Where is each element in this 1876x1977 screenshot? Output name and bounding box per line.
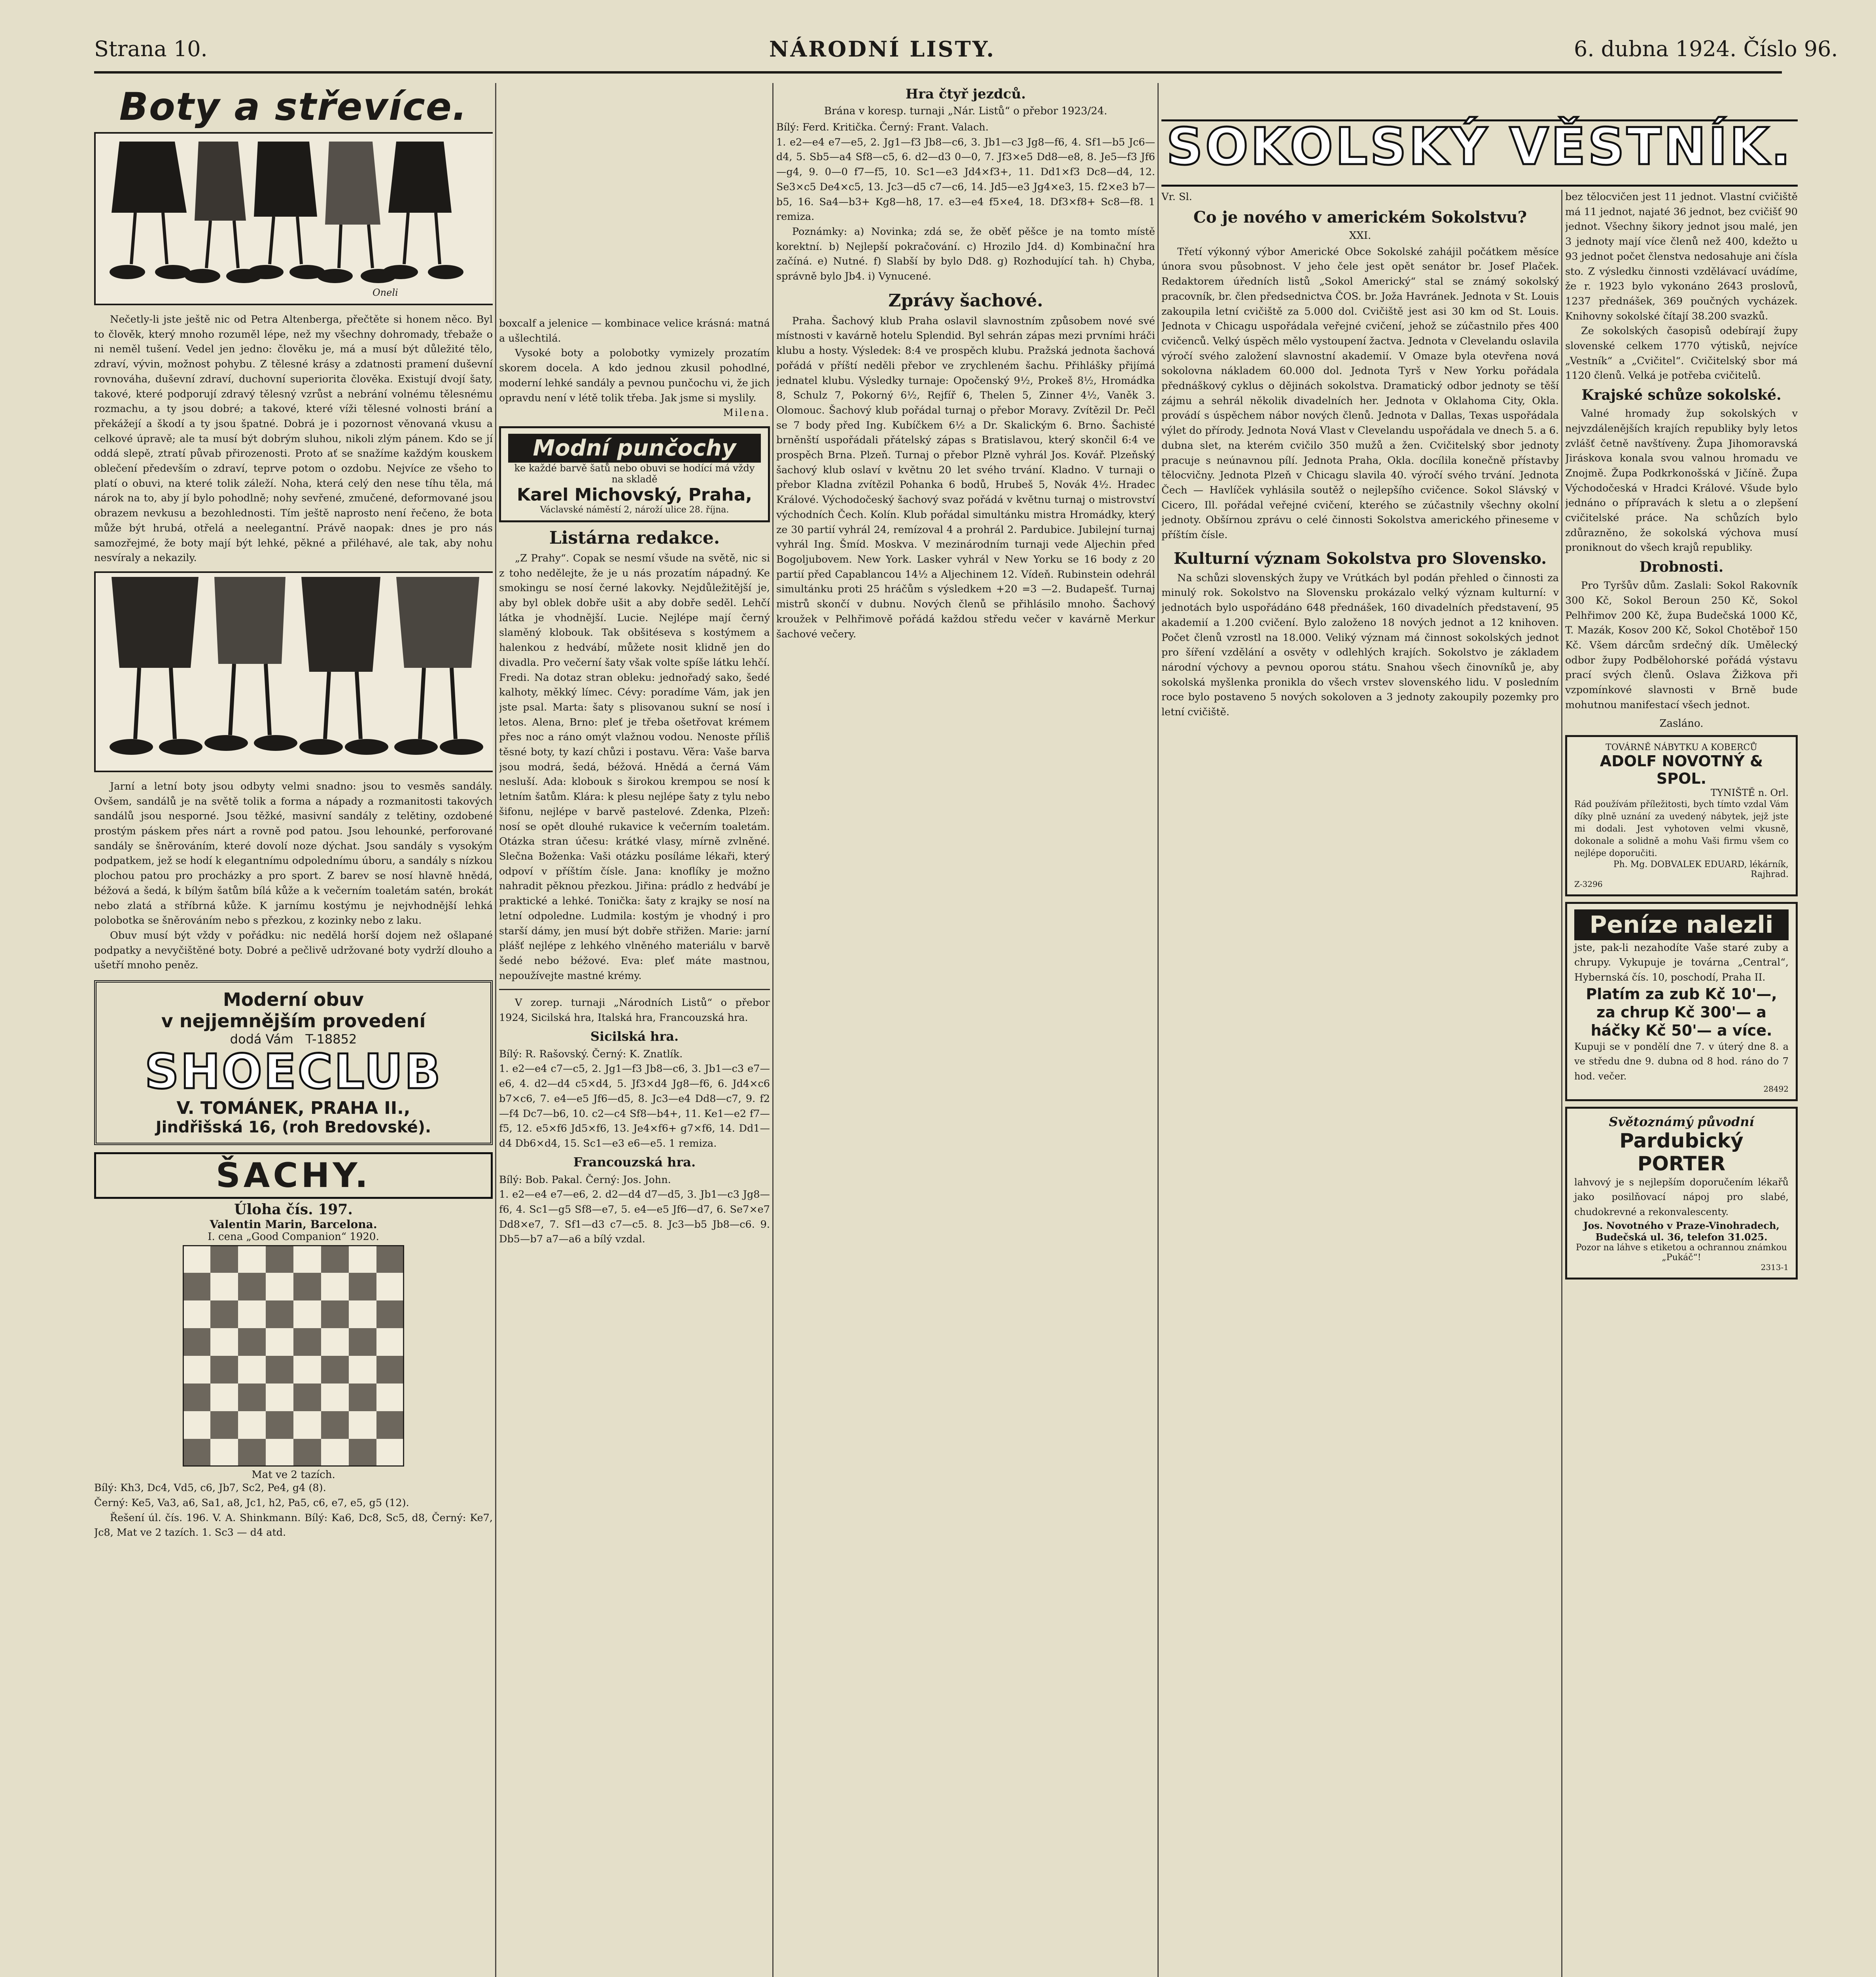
- zaslano-label: Zasláno.: [1659, 717, 1704, 730]
- board-square: [349, 1411, 376, 1439]
- ad-porter: [1565, 1107, 1798, 1280]
- header-rule: [94, 71, 1782, 74]
- board-square: [238, 1439, 266, 1467]
- article-body: Ze sokolských časopisů odebírají župy slovenské celkem 1770 výtisků, nejvíce „Vestník“ a „Cvičitel“. Cvičitelský sbor má 1120 členů. Velká je potřeba cvičitelů.: [1565, 325, 1798, 382]
- board-square: [210, 1439, 238, 1467]
- board-square: [376, 1411, 404, 1439]
- game-notes: Poznámky: a) Novinka; zdá se, že oběť pěšce je na tomto místě korektní. b) Nejlepší pokračování. c) Hrozilo Jd4. d) Kombinační hra začíná. e) Nutné. f) Slabší by bylo Dd8. g) Rozhodující tah. h) Chyba, správně bylo Jb4. i) Vynucené.: [776, 225, 1155, 283]
- board-square: [376, 1245, 404, 1273]
- board-square: [210, 1245, 238, 1273]
- section-body: Pro Tyršův dům. Zaslali: Sokol Rakovník 300 Kč, Sokol Beroun 250 Kč, Sokol Pelhřimov 200 Kč, župa Budečská 1000 Kč, T. Mazák, Kosov 200 Kč, Sokol Chotěboř 150 Kč. Všem dárcům srdečný dík. Umělecký odbor župy Podbělohorské pořádá výstavu prací svých členů. Oslava Žižkova při vzpomínkové slavnosti v Brně bude mohutnou manifestací všech jednot.: [1565, 580, 1798, 711]
- ad-address: Jindřišská 16, (roh Bredovské).: [155, 1118, 431, 1137]
- game-title: Francouzská hra.: [573, 1154, 696, 1170]
- sandals-illustration: [94, 571, 493, 772]
- board-square: [266, 1439, 293, 1467]
- ad-line: Světoznámý původní: [1609, 1114, 1754, 1129]
- board-square: [376, 1300, 404, 1328]
- board-square: [210, 1273, 238, 1300]
- ad-title: Modní punčochy: [508, 434, 761, 463]
- board-square: [238, 1384, 266, 1411]
- board-square: [293, 1439, 321, 1467]
- ad-text: ke každé barvě šatů nebo obuvi se hodící má vždy na skladě: [514, 462, 755, 485]
- column-divider: [1157, 83, 1159, 1977]
- board-square: [321, 1300, 349, 1328]
- board-square: [238, 1411, 266, 1439]
- section-body: Praha. Šachový klub Praha oslavil slavnostním způsobem nové své místnosti v kavárně hotelu Splendid. Byl sehrán zápas mezi prvními hráči klubu a hosty. Výsledek: 8:4 ve prospěch klubu. Pražská jednota šachová pořádá v příští neděli přebor ve zrychleném šachu. Přihlášky přijímá jednatel klubu. Výsledky turnaje: Opočenský 9½, Prokeš 8½, Hromádka 8, Schulz 7, Pokorný 6½, Rejfíř 6, Thelen 5, Zinner 4½, Vaněk 3. Olomouc. Šachový klub pořádal turnaj o přebor Moravy. Zvítězil Dr. Pečl se 7 body před Ing. Kubíčkem 6½ a Dr. Skalickým 6. Brno. Šachisté brněnští uspořádali přátelský zápas s Bratislavou, který skončil 6:4 ve prospěch Brna. Plzeň. Turnaj o přebor Plzně vyhrál Jos. Kovář. Plzeňský šachový klub oslaví v květnu 20 let svého trvání. Kladno. V turnaji o přebor Kladna zvítězil Pohanka 6 bodů, Hrubeš 5, Novák 4½. Hradec Králové. Východočeský šachový svaz pořádá v květnu turnaj o mistrovství východních Čech. Kolín. Klub pořádal simultánku mistra Hromádky, který ze 30 partií vyhrál 24, remízoval 4 a prohrál 2. Pardubice. Jubilejní turnaj vyhrál Ing. Šmíd. Moskva. V mezinárodním turnaji vede Aljechin před Bogoljubovem. New York. Lasker vyhrál v New Yorku se 16 body z 20 partií před Capablancou 14½ a Aljechinem 12. Vídeň. Rubinstein odehrál simultánku proti 25 hráčům s výsledkem +20 =3 —2. Budapešť. Turnaj mistrů skončí v dubnu. Nových členů se přihlásilo mnoho. Šachový kroužek v Pelhřimově pořádá každou středu večer v kavárně Merkur šachové večery.: [776, 315, 1155, 640]
- board-square: [349, 1245, 376, 1273]
- editor-mark: Vr. Sl.: [1161, 191, 1192, 203]
- section-body: Valné hromady žup sokolských v nejvzdálenějších krajích republiky byly letos zvlášť četně navštíveny. Župa Jihomoravská Jiráskova konala svou valnou hromadu ve Znojmě. Župa Podkrkonošská v Jičíně. Župa Východočeská v Hradci Králové. Všude bylo jednáno o přípravách k sletu a o zlepšení cvičitelské práce. Na schůzích bylo zdůrazněno, že sokolská výchova musí proniknout do všech krajů republiky.: [1565, 408, 1798, 554]
- board-square: [321, 1328, 349, 1356]
- section-title: Krajské schůze sokolské.: [1581, 387, 1781, 404]
- board-square: [266, 1356, 293, 1384]
- column-sokol: [1161, 190, 1559, 1977]
- ad-text: lahvový je s nejlepším doporučením lékařů jako posilňovací nápoj pro slabé, chudokrevné a rekonvalescenty.: [1574, 1176, 1789, 1218]
- masthead: NÁRODNÍ LISTY.: [769, 36, 996, 62]
- board-square: [266, 1245, 293, 1273]
- article-body: Třetí výkonný výbor Americké Obce Sokolské zahájil počátkem měsíce února svou působnost. V jeho čele jest opět senátor br. Josef Plaček. Redaktorem úředních listů „Sokol Americký“ stal se známý sokolský pracovník, br. člen předsednictva ČOS. br. Joža Havránek. Jednota v St. Louis zakoupila letní cvičiště za 5.000 dol. Cvičiště jest asi 30 km od St. Louis. Jednota v Chicagu uspořádala veřejné cvičení, jehož se zúčastnilo přes 400 cvičenců. Velký úspěch mělo vystoupení žactva. Jednota v Clevelandu oslavila výročí svého založení slavnostní akademií. V Omaze byla otevřena nová sokolovna nákladem 60.000 dol. Jednota Tyrš v New Yorku pořádala přednáškový cyklus o dějinách sokolstva. Dramatický odbor jednoty se těší zájmu a sehrál několik divadelních her. Jednota v Oklahoma City, Okla. provádí s úspěchem nábor nových členů. Jednota v Dallas, Texas uspořádala výlet do přírody. Jednota Nová Vlast v Clevelandu uspořádala ve dnech 5. a 6. dubna slet, na kterém cvičilo 350 mužů a žen. Cvičitelský sbor jednoty pracuje s neúnavnou pílí. Jednota Praha, Okla. docílila konečně přístavby tělocvičny. Jednota Plzeň v Chicagu slavila 40. výročí svého trvání. Jednota Čech — Havlíček vyhlásila soutěž o nejlepšího cvičence. Sokol Slávský v Cicero, Ill. pořádal veřejné cvičení, kterého se zúčastnily všechny okolní jednoty. Obšírnou zprávu o celé činnosti Sokolstva amerického přineseme v příštím čísle.: [1161, 246, 1559, 541]
- board-square: [210, 1328, 238, 1356]
- sokol-banner: [1161, 119, 1798, 187]
- ad-title: Peníze nalezli: [1574, 909, 1789, 940]
- board-square: [349, 1384, 376, 1411]
- board-square: [183, 1411, 210, 1439]
- chess-intro: V zorep. turnaji „Národních Listů“ o přebor 1924, Sicilská hra, Italská hra, Francouzská hra.: [499, 997, 770, 1024]
- ad-code: 2313-1: [1761, 1262, 1789, 1272]
- board-square: [349, 1328, 376, 1356]
- column-divider: [772, 83, 773, 1977]
- board-square: [349, 1356, 376, 1384]
- ad-place: TYNIŠTĚ n. Orl.: [1710, 787, 1789, 798]
- section-title: Zprávy šachové.: [888, 290, 1043, 311]
- column-divider: [495, 83, 496, 1977]
- board-square: [238, 1273, 266, 1300]
- board-square: [293, 1300, 321, 1328]
- ad-prices: Platím za zub Kč 10'—, za chrup Kč 300'— a háčky Kč 50'— a více.: [1586, 985, 1777, 1039]
- divider: [499, 989, 770, 990]
- board-square: [266, 1328, 293, 1356]
- article-title: Kulturní význam Sokolstva pro Slovensko.: [1173, 549, 1547, 568]
- board-square: [238, 1356, 266, 1384]
- board-square: [183, 1300, 210, 1328]
- ad-brand: SHOECLUB: [145, 1045, 442, 1100]
- column-divider: [1561, 190, 1562, 1977]
- chess-section-title: ŠACHY.: [94, 1152, 493, 1199]
- board-square: [210, 1300, 238, 1328]
- chess-problem-number: Úloha čís. 197.: [234, 1201, 353, 1218]
- ad-line: TOVÁRNĚ NÁBYTKU A KOBERCŮ: [1606, 742, 1757, 752]
- board-square: [376, 1328, 404, 1356]
- ad-address: Jos. Novotného v Praze-Vinohradech, Budečská ul. 36, telefon 31.025.: [1583, 1219, 1780, 1243]
- ad-address: V. TOMÁNEK, PRAHA II.,: [176, 1098, 410, 1119]
- article-number: XXI.: [1349, 229, 1371, 242]
- board-square: [293, 1384, 321, 1411]
- board-square: [376, 1356, 404, 1384]
- ad-note: Pozor na láhve s etiketou a ochrannou známkou „Pukáč“!: [1575, 1242, 1787, 1263]
- ad-text: Rád používám příležitosti, bych tímto vzdal Vám díky plně uznání za uvedený nábytek, jejž jste mi dodali. Jest vyhotoven velmi vkusně, dokonale a solidně a mohu Vaši firmu všem co nejlépe doporučiti.: [1574, 799, 1789, 858]
- board-square: [266, 1300, 293, 1328]
- board-square: [321, 1439, 349, 1467]
- game-title: Hra čtyř jezdců.: [905, 86, 1026, 102]
- article-body: Jarní a letní boty jsou odbyty velmi snadno: jsou to vesměs sandály. Ovšem, sandálů je na světě tolik a forma a nápady a rozmanitosti takových sandálů jsou nesporné. Jsou těžké, masivní sandály z telětiny, ozdobené prostým páskem přes nárt a rovně pod patou. Jsou lehounké, perforované sandály se šněrováním, které dovolí noze dýchat. Jsou sandály s vysokým podpatkem, jež se hodí k elegantnímu odpolednímu úboru, a sandály s nízkou plochou patou pro procházky a pro sport. Z barev se nosí hlavně hnědá, béžová a šedá, k bílým šatům bílá kůže a k večerním toaletám satén, brokát nebo zlatá a stříbrná kůže. K jarnímu kostýmu je nejvhodnější lehká polobotka se šněrováním nebo s přezkou, z kozinky nebo z laku.: [94, 780, 493, 927]
- section-body: „Z Prahy“. Copak se nesmí všude na světě, nic si z toho nedělejte, že je u nás prozatím nápadný. Ke smokingu se nosí černé lakovky. Nejdůležitější je, aby byl oblek dobře ušit a aby dobře seděl. Lehčí látka je vhodnější. Lucie. Nejlépe mají černý slaměný klobouk. Tak obšitéseva s kostýmem a halenkou z hedvábí, můžete nosit klidně jen do divadla. Pro večerní šaty však volte spíše látku lehčí. Fredi. Na dotaz stran obleku: jednořadý sako, šedé kalhoty, měkký límec. Cévy: poradíme Vám, jak jen jste psal. Marta: šaty s plisovanou sukní se nosí i letos. Alena, Brno: pleť je třeba ošetřovat krémem přes noc a ráno omýt vlažnou vodou. Nenoste příliš těsné boty, ty kazí chůzi i postavu. Věra: Vaše barva jsou modrá, šedá, béžová. Hnědá a černá Vám nesluší. Ada: klobouk s širokou krempou se nosí k letním šatům. Klára: k plesu nejlépe šaty z tylu nebo šifonu, nejlépe v barvě pastelové. Zdenka, Plzeň: nosí se opět dlouhé rukavice k večerním toaletám. Otázka stran účesu: krátké vlasy, mírně zvlněné. Slečna Boženka: Vaši otázku posíláme lékaři, který odpoví v příštím čísle. Jana: knoflíky je možno nahradit pěknou přezkou. Jiřina: prádlo z hedvábí je praktické a lehké. Tonička: šaty z krajky se nosí na letní odpoledne. Ludmila: kostým je vhodný i pro starší dámy, jen musí být dobře střižen. Marie: jarní plášť nejlépe z lehkého vlněného materiálu v barvě šedé nebo béžové. Eva: pleť máte mastnou, nepoužívejte mastné krémy.: [499, 552, 770, 982]
- ad-shoeclub: [94, 980, 493, 1145]
- board-square: [321, 1411, 349, 1439]
- board-square: [293, 1328, 321, 1356]
- article-body: bez tělocvičen jest 11 jednot. Vlastní cvičiště má 11 jednot, najaté 36 jednot, bez cvičišť 90 jednot. Všechny šikory jednot jsou malé, jen 3 jednoty mají více členů než 400, kdežto u 93 jednot počet členstva nedosahuje ani čísla sto. Z výsledku činnosti vzdělávací uvádíme, že r. 1923 bylo vykonáno 2643 proslovů, 1237 přednášek, 369 poučných vycházek. Knihovny sokolské čítají 38.200 svazků.: [1565, 191, 1798, 322]
- board-square: [183, 1273, 210, 1300]
- board-square: [210, 1411, 238, 1439]
- ad-line: Moderní obuv: [223, 989, 364, 1011]
- board-square: [293, 1273, 321, 1300]
- ad-money: [1565, 902, 1798, 1101]
- article-body: Vysoké boty a polobotky vymizely prozatím skorem docela. A kdo jednou zkusil pohodlné, moderní lehké sandály a pevnou punčochu vi, že jich opravdu není v létě tolik třeba. Jak jsme si myslily.: [499, 347, 770, 404]
- ad-code: Z-3296: [1574, 879, 1603, 889]
- chess-board: [183, 1245, 404, 1467]
- board-square: [266, 1273, 293, 1300]
- article-body: Nečetly-li jste ještě nic od Petra Altenberga, přečtěte si honem něco. Byl to člověk, který mnoho rozuměl lépe, než my všechny dohromady, třebaže o ni neměl tušení. Vedel jen jedno: člověku je, má a musí být důležité tělo, zdraví, vývin, možnost pohybu. Z tělesné krásy a zdatnosti pramení duševní rovnováha, duševní zdraví, duchovní superiorita člověka. Existují dvojí šaty, takové, které podporují zdravý tělesný vzrůst a nebrání volnému tělesnému rozmachu, a ty jsou dobré; a takové, které víži tělesné volnosti brání a překážejí a škodí a ty jsou špatné. Dobrá je i pozornost věnovaná vkusu a celkové úpravě; ale ta musí být dobrým sluhou, nikoli zlým pánem. Kdo se jí oddá slepě, ztratí půvab přirozenosti. Proto ať se snažíme každým kouskem oblečení především o zdraví, teprve potom o ozdobu. Nejvíce ze všeho to platí o obuvi, na které tolik záleží. Noha, která celý den nese tíhu těla, má nárok na to, aby jí bylo pohodlně; nohy sevřené, zmučené, deformované jsou obrazem nevkusu a bezohlednosti. Tím ještě naprosto není řečeno, že bota může být hrubá, otřelá a neelegantní. Právě naopak: dnes je pro nás samozřejmé, že boty mají být lehké, pěkné a přiléhavé, ale tak, aby nohu nesvíraly a nekazily.: [94, 314, 493, 564]
- chess-problem-author: Valentin Marin, Barcelona.: [210, 1218, 377, 1231]
- board-square: [349, 1300, 376, 1328]
- column-sokol-cont: [1565, 190, 1798, 1977]
- board-square: [349, 1439, 376, 1467]
- board-square: [210, 1356, 238, 1384]
- ad-text: jste, pak-li nezahodíte Vaše staré zuby a chrupy. Vykupuje je továrna „Central“, Hybernská čís. 10, poschodí, Praha II.: [1574, 941, 1789, 983]
- author-signature: Milena.: [723, 407, 770, 419]
- page-header: [0, 36, 1876, 64]
- ad-brand: Karel Michovský, Praha,: [516, 484, 753, 505]
- column-fashion: [94, 83, 493, 1977]
- board-square: [349, 1273, 376, 1300]
- game-moves: 1. e2—e4 e7—e6, 2. d2—d4 d7—d5, 3. Jb1—c3 Jg8—f6, 4. Sc1—g5 Sf8—e7, 5. e4—e5 Jf6—d7, 6. Se7×e7 Dd8×e7, 7. Sf1—d3 c7—c5. 8. Jc3—b5 Jb8—c6. 9. Db5—b7 a7—a6 a bílý vzdal.: [499, 1189, 770, 1246]
- ad-stockings: [499, 426, 770, 522]
- board-square: [210, 1384, 238, 1411]
- article-title: Co je nového v americkém Sokolstvu?: [1193, 208, 1527, 227]
- chess-solution: Řešení úl. čís. 196. V. A. Shinkmann. Bílý: Ka6, Dc8, Sc5, d8, Černý: Ke7, Jc8, Mat ve 2 tazích. 1. Sc3 — d4 atd.: [94, 1512, 493, 1539]
- board-square: [376, 1273, 404, 1300]
- board-square: [321, 1245, 349, 1273]
- board-square: [293, 1245, 321, 1273]
- ad-signature: Ph. Mg. DOBVALEK EDUARD, lékárník, Rajhrad.: [1613, 859, 1789, 879]
- ad-line: dodá Vám: [230, 1032, 293, 1047]
- board-square: [238, 1245, 266, 1273]
- article-body: Na schůzi slovenských župy ve Vrútkách byl podán přehled o činnosti za minulý rok. Sokolstvo na Slovensku prokázalo velký význam kulturní: v jednotách bylo uspořádáno 648 přednášek, 160 divadelních představení, 95 akademií a 1.200 cvičení. Bylo založeno 18 nových jednot a 12 knihoven. Počet členů vzrostl na 18.000. Veliký význam má činnost sokolských jednot pro šíření vzdělání a osvěty v odlehlých krajích. Sokolstvo je základem národní výchovy a pevnou oporou státu. Snahou všech činovníků je, aby sokolská myšlenka pronikla do všech vrstev slovenského lidu. V posledním roce bylo postaveno 5 nových sokoloven a 3 jednoty zakoupily pozemky pro letní cvičiště.: [1161, 572, 1559, 718]
- ad-furniture: [1565, 735, 1798, 896]
- ad-brand: ADOLF NOVOTNÝ & SPOL.: [1600, 752, 1763, 787]
- section-title: Drobnosti.: [1639, 559, 1724, 576]
- board-square: [183, 1245, 210, 1273]
- game-moves: 1. e2—e4 c7—c5, 2. Jg1—f3 Jb8—c6, 3. Jb1—c3 e7—e6, 4. d2—d4 c5×d4, 5. Jf3×d4 Jg8—f6, 6. Jd4×c6 b7×c6, 7. e4—e5 Jf6—d5, 8. Jc3—e4 Dd8—c7, 9. f2—f4 Dc7—b6, 10. c2—c4 Sf8—b4+, 11. Ke1—e2 f7—f5, 12. e5×f6 Jd5×f6, 13. Je4×f6+ g7×f6, 14. Dd1—d4 Db6×d4, 15. Sc1—e3 e6—e5. 1 remiza.: [499, 1063, 770, 1149]
- ad-brand: Pardubický PORTER: [1619, 1129, 1744, 1175]
- board-square: [183, 1328, 210, 1356]
- board-square: [376, 1439, 404, 1467]
- section-title: SOKOLSKÝ VĚSTNÍK.: [1166, 117, 1793, 176]
- board-square: [293, 1356, 321, 1384]
- chess-white: Bílý: Kh3, Dc4, Vd5, c6, Jb7, Sc2, Pe4, g4 (8).: [94, 1482, 326, 1494]
- board-square: [183, 1356, 210, 1384]
- game-players: Bílý: Bob. Pakal. Černý: Jos. John.: [499, 1174, 671, 1186]
- board-square: [266, 1384, 293, 1411]
- ad-code: 28492: [1763, 1084, 1789, 1094]
- game-moves: 1. e2—e4 e7—e5, 2. Jg1—f3 Jb8—c6, 3. Jb1—c3 Jg8—f6, 4. Sf1—b5 Jc6—d4, 5. Sb5—a4 Sf8—c5, 6. d2—d3 0—0, 7. Jf3×e5 Dd8—e8, 8. Je5—f3 Jf6—g4, 9. 0—0 f7—f5, 10. Sc1—e3 Jd4×f3+, 11. Dd1×f3 Dc8—d4, 12. Se3×c5 De4×c5, 13. Jc3—d5 c7—c6, 14. Jd5—e3 Jg4×e3, 15. f2×e3 b7—b5, 16. Sa4—b3+ Kg8—h8, 17. e3—e4 f5×e4, 18. Df3×f8+ Sc8—f8. 1 remiza.: [776, 136, 1155, 223]
- ad-address: Václavské náměstí 2, nároží ulice 28. října.: [540, 505, 729, 515]
- game-players: Bílý: R. Rašovský. Černý: K. Znatlík.: [499, 1048, 683, 1060]
- board-square: [266, 1411, 293, 1439]
- column-chess: [776, 83, 1155, 1977]
- article-body: Obuv musí být vždy v pořádku: nic nedělá horší dojem než ošlapané podpatky a nevyčištěné boty. Dobré a pečlivě udržované boty vydrží dlouho a ušetří mnoho peněz.: [94, 929, 493, 971]
- article-body: boxcalf a jelenice — kombinace velice krásná: matná a ušlechtilá.: [499, 318, 770, 344]
- game-subtitle: Brána v koresp. turnaji „Nár. Listů“ o přebor 1923/24.: [824, 105, 1107, 117]
- board-square: [321, 1384, 349, 1411]
- board-square: [293, 1411, 321, 1439]
- game-players: Bílý: Ferd. Kritička. Černý: Frant. Valach.: [776, 121, 989, 133]
- shoes-illustration: [94, 132, 493, 305]
- chess-caption: Mat ve 2 tazích.: [252, 1469, 335, 1481]
- ad-code: T-18852: [305, 1032, 357, 1047]
- board-square: [321, 1356, 349, 1384]
- board-square: [376, 1384, 404, 1411]
- column-fashion-cont: [499, 83, 770, 1977]
- board-square: [183, 1439, 210, 1467]
- board-square: [238, 1300, 266, 1328]
- game-title: Sicilská hra.: [590, 1028, 679, 1044]
- chess-black: Černý: Ke5, Va3, a6, Sa1, a8, Jc1, h2, Pa5, c6, e7, e5, g5 (12).: [94, 1497, 409, 1509]
- article-title: Boty a střevíce.: [119, 85, 468, 129]
- ad-text: Kupuji se v pondělí dne 7. v úterý dne 8. a ve středu dne 9. dubna od 8 hod. ráno do 7 hod. večer.: [1574, 1041, 1789, 1082]
- art-signature: Oneli: [373, 287, 398, 298]
- ad-line: v nejjemnějším provedení: [161, 1010, 426, 1032]
- chess-problem-prize: I. cena „Good Companion“ 1920.: [208, 1231, 379, 1243]
- issue-date: 6. dubna 1924. Číslo 96.: [1574, 36, 1838, 61]
- board-square: [238, 1328, 266, 1356]
- page-number: Strana 10.: [94, 36, 208, 61]
- board-square: [321, 1273, 349, 1300]
- section-title: Listárna redakce.: [549, 527, 720, 548]
- board-square: [183, 1384, 210, 1411]
